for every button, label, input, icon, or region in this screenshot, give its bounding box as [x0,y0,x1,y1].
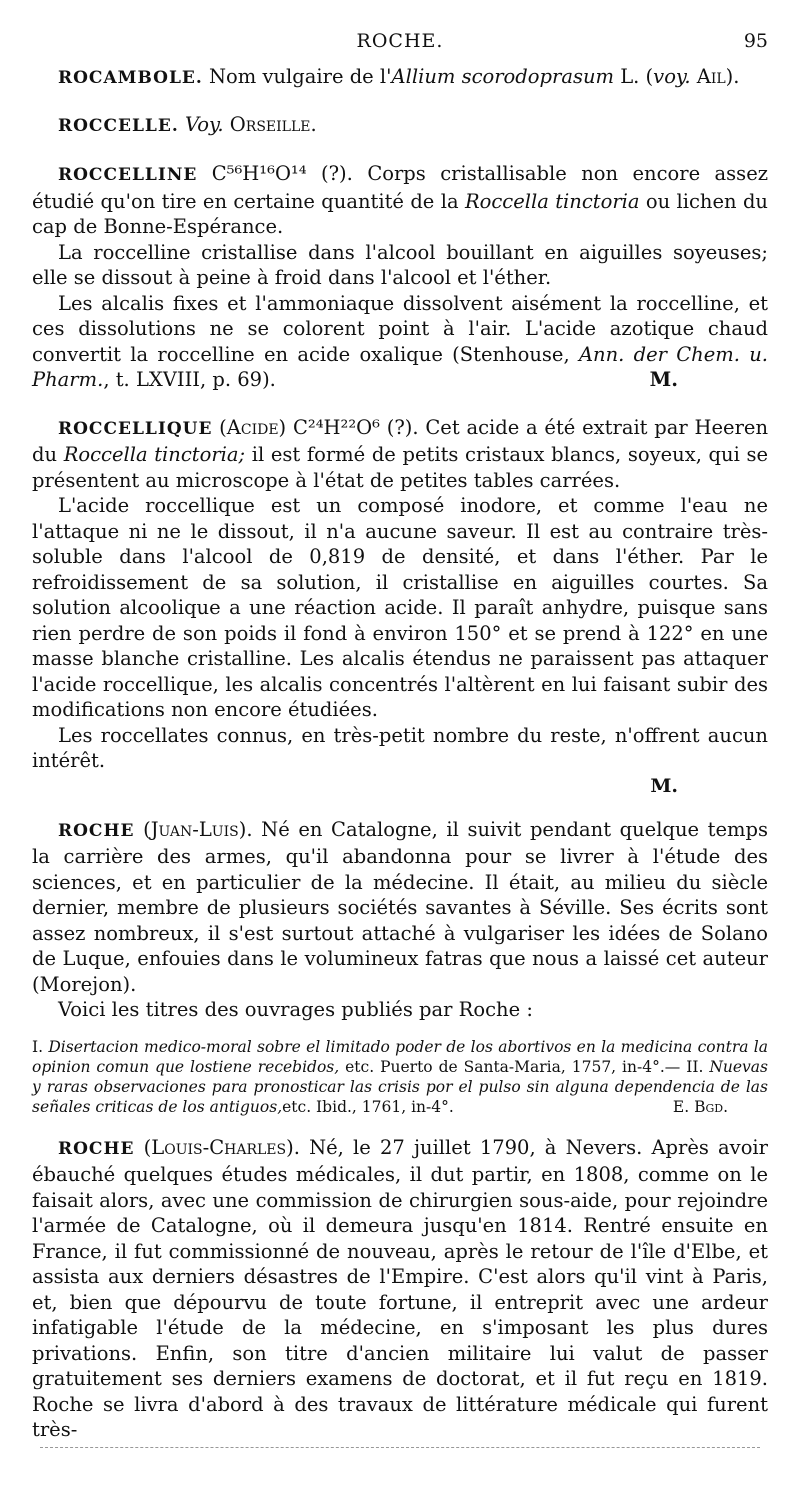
bibliography-number: I. [32,1037,49,1056]
headword: ROCAMBOLE. [58,68,203,88]
entry-roche-juan-luis [32,817,768,1117]
entry-paragraph [32,291,768,393]
footer-rule [40,1447,760,1448]
entry-paragraph [32,1135,768,1443]
person-name: (Juan-Luis). [134,817,262,841]
latin-name: Roccella tinctoria; [63,443,246,466]
bibliography-number: II. [686,1057,710,1076]
cross-ref-target: Orseille. [223,112,317,136]
cross-ref-voy: voy. [653,65,691,88]
bibliography-title: Nuevas y raras observaciones para pronosticar las crisis por el pulso sin alguna dependencia de las señales criticas de los antiguos, [32,1057,768,1116]
bibliography-text [32,1037,768,1117]
entry-paragraph: L'acide roccellique est un composé inodore, et comme l'eau ne l'attaque ni ne le dissout, il n'a aucune saveur. Il est au contraire très-soluble dans l'alcool de 0,819 de densité, et dans l'éther. Par le refroidissement de sa solution, il cristallise en aiguilles courtes. Sa solution alcoolique a une réaction acide. Il paraît anhydre, puisque sans rien perdre de son poids il fond à environ 150° et se prend à 122° en une masse blanche cristalline. Les alcalis étendus ne paraissent pas attaquer l'acide roccellique, les alcalis concentrés l'altèrent en lui faisant subir des modifications non encore étudiées. [32,494,768,721]
entry-roccelline [32,161,768,393]
chemical-formula: C²⁴H²²O⁶ (?). [292,415,426,439]
entry-text: Né en Catalogne, il suivit pendant quelque temps la carrière des armes, qu'il abandonna pour se livrer à l'étude des sciences, et en particulier de la médecine. Il était, au milieu du siècle dernier, membre de plusieurs sociétés savantes à Séville. Ses écrits sont assez nombreux, il s'est surtout attaché à vulgariser les idées de Solano de Luque, enfouies dans le volumineux fatras que nous a laissé cet auteur (Morejon). [32,817,768,996]
latin-name: Roccella tinctoria [464,189,640,213]
headword: ROCHE [58,820,135,841]
cross-ref-target: Ail). [690,65,740,88]
author-signature: E. Bgd. [672,1097,728,1116]
entry-text: Les alcalis fixes et l'ammoniaque dissolvent aisément la roccelline, et ces dissolutions ne se colorent point à l'air. L'acide azotique chaud convertit la roccelline en acide oxalique (Stenhouse, [32,291,768,366]
entry-paragraph [32,161,768,240]
entry-text: il est formé de petits cristaux blancs, soyeux, qui se présentent au microscope à l'état de petites tables carrées. [32,443,769,492]
entry-roccelle [32,112,768,140]
person-name: (Louis-Charles). [134,1135,310,1159]
entry-text: Nom vulgaire de l' [202,65,392,88]
entry-paragraph: Voici les titres des ouvrages publiés par Roche : [58,998,533,1021]
entry-text: Corps cristallisable non encore assez étudié qu'on tire en certaine quantité de la [32,162,769,213]
running-head: ROCHE. [356,30,444,52]
entry-label: (Acide) [212,415,293,439]
entry-paragraph [32,415,768,494]
entry-paragraph: La roccelline cristallise dans l'alcool bouillant en aiguilles soyeuses; elle se dissout à peine à froid dans l'alcool et l'éther. [32,240,768,289]
entry-text: ou lichen du cap de Bonne-Espérance. [32,189,768,238]
entry-paragraph: Les roccellates connus, en très-petit nombre du reste, n'offrent aucun intérêt. [32,723,768,772]
headword: ROCCELLINE [58,165,198,185]
headword: ROCCELLIQUE [58,418,213,439]
entry-text: Né, le 27 juillet 1790, à Nevers. Après avoir ébauché quelques études médicales, il dut partir, en 1808, comme on le faisait alors, avec une commission de chirurgien sous-aide, pour rejoindre l'armée de Catalogne, où il demeura jusqu'en 1814. Rentré ensuite en France, il fut commissionné de nouveau, après le retour de l'île d'Elbe, et assista aux derniers désastres de l'Empire. C'est alors qu'il vint à Paris, et, bien que dépourvu de toute fortune, il entreprit avec une ardeur infatigable l'étude de la médecine, en s'imposant les plus dures privations. Enfin, son titre d'ancien militaire lui valut de passer gratuitement ses derniers examens de doctorat, et il fut reçu en 1819. Roche se livra d'abord à des travaux de littérature médicale qui furent très- [32,1135,768,1441]
latin-name: Allium scorodoprasum [391,65,615,88]
page-content [32,60,768,1443]
bibliography-title: Disertacion medico-moral sobre el limitado poder de los abortivos en la medicina contra la opinion comun que lostiene recebidos, [32,1037,768,1076]
entry-text: Cet acide a été extrait par Heeren du [32,415,768,466]
entry-text: L. ( [614,65,654,88]
entry-paragraph [32,817,768,998]
headword: ROCHE [58,1138,135,1159]
entry-paragraph [32,64,768,92]
entry-roche-louis-charles [32,1135,768,1443]
bibliography-details: etc. Ibid., 1761, in-4°. [282,1097,454,1116]
citation-title: Ann. der Chem. u. Pharm. [32,342,768,391]
author-signature: M. [650,774,678,797]
bibliography [32,1037,768,1117]
page-header [32,30,768,54]
bibliography-details: etc. Puerto de Santa-Maria, 1757, in-4°.— [339,1057,687,1076]
entry-roccellique [32,415,768,799]
entry-rocambole [32,64,768,92]
chemical-formula: C⁵⁶H¹⁶O¹⁴ (?). [197,162,368,185]
entry-text: , t. LXVIII, p. 69). [103,368,276,391]
headword: ROCCELLE. [58,115,179,136]
cross-ref-voy: Voy. [178,112,224,136]
author-signature: M. [649,368,678,391]
entry-paragraph [32,112,768,140]
page-number: 95 [743,30,768,52]
